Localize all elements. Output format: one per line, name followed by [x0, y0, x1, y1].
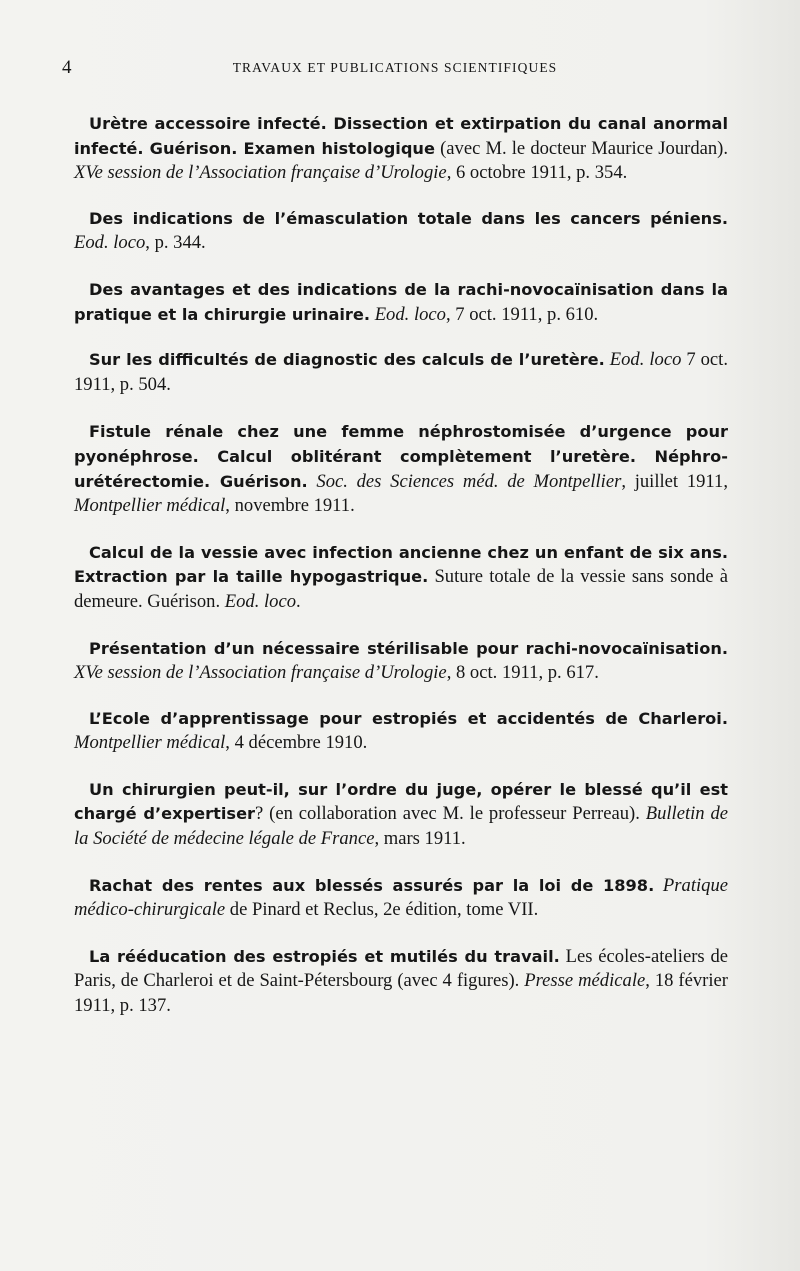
- publication-entry: [74, 207, 728, 256]
- entry-text: Suture totale de la vessie sans sonde à demeure. Guérison.: [74, 566, 728, 612]
- publication-list: [74, 112, 728, 1041]
- entry-source: Montpellier médical: [74, 495, 226, 517]
- publication-entry: [74, 278, 728, 327]
- running-header: [62, 57, 728, 79]
- running-title: TRAVAUX ET PUBLICATIONS SCIENTIFIQUES: [232, 60, 558, 75]
- entry-title: Des indications de l’émasculation totale dans les cancers péniens.: [89, 208, 728, 228]
- entry-source: Pratique médico-chirurgicale: [74, 874, 728, 921]
- entry-citation: de Pinard et Reclus, 2e édition, tome VII.: [225, 899, 539, 921]
- entry-text: ? (en collaboration avec M. le professeur Perreau).: [255, 803, 646, 825]
- publication-entry: [74, 945, 728, 1019]
- entry-citation: .: [296, 590, 301, 612]
- entry-source: Eod. loco: [74, 232, 146, 254]
- entry-title: Sur les difficultés de diagnostic des calculs de l’uretère.: [89, 350, 605, 370]
- entry-title: L’Ecole d’apprentissage pour estropiés et accidentés de Charleroi.: [89, 708, 728, 728]
- entry-citation: , 7 oct. 1911, p. 610.: [445, 303, 599, 325]
- entry-source: XVe session de l’Association française d’Urologie: [74, 162, 447, 184]
- entry-citation: , novembre 1911.: [225, 495, 355, 517]
- entry-citation: , 6 octobre 1911, p. 354.: [446, 162, 628, 184]
- page-number: 4: [62, 57, 72, 78]
- entry-source: Eod. loco: [609, 349, 682, 371]
- entry-citation: , mars 1911.: [374, 828, 466, 850]
- entry-text: (avec M. le docteur Maurice Jourdan).: [434, 137, 729, 159]
- entry-citation: , 18 février 1911, p. 137.: [74, 970, 728, 1017]
- entry-source: XVe session de l’Association française d’Urologie: [74, 662, 447, 684]
- publication-entry: [74, 541, 728, 615]
- entry-source: Eod. loco: [374, 303, 446, 325]
- publication-entry: [74, 348, 728, 397]
- entry-title: Présentation d’un nécessaire stérilisable pour rachi-novocaïnisation.: [89, 638, 728, 658]
- entry-source: Soc. des Sciences méd. de Montpellier: [316, 470, 622, 492]
- entry-citation: , 4 décembre 1910.: [225, 732, 368, 754]
- entry-source: Eod. loco: [224, 590, 297, 612]
- entry-source: Presse médicale: [524, 970, 646, 992]
- publication-entry: [74, 112, 728, 186]
- entry-title: Un chirurgien peut-il, sur l’ordre du juge, opérer le blessé qu’il est chargé d’expertiser: [74, 779, 728, 824]
- entry-citation: , 8 oct. 1911, p. 617.: [446, 662, 599, 684]
- entry-title: Calcul de la vessie avec infection ancienne chez un enfant de six ans. Extraction par la taille hypogastrique.: [74, 542, 728, 587]
- publication-entry: [74, 778, 728, 852]
- entry-title: Urètre accessoire infecté. Dissection et extirpation du canal anormal infecté. Guérison. Examen histologique: [74, 114, 728, 158]
- publication-entry: [74, 637, 728, 686]
- entry-source: Montpellier médical: [74, 732, 226, 754]
- entry-citation: , p. 344.: [145, 232, 206, 254]
- publication-entry: [74, 707, 728, 756]
- entry-citation: 7 oct. 1911, p. 504.: [74, 349, 728, 395]
- entry-title: Des avantages et des indications de la rachi-novocaïnisation dans la pratique et la chirurgie urinaire.: [74, 279, 728, 324]
- publication-entry: [74, 874, 728, 923]
- entry-text: , juillet 1911,: [621, 470, 728, 492]
- entry-source: Bulletin de la Société de médecine légale de France: [74, 803, 728, 850]
- entry-title: Fistule rénale chez une femme néphrostomisée d’urgence pour pyonéphrose. Calcul oblitérant complètement l’uretère. Néphro-urétérectomie. Guérison.: [74, 422, 728, 491]
- entry-title: Rachat des rentes aux blessés assurés par la loi de 1898.: [89, 875, 655, 895]
- entry-title: La rééducation des estropiés et mutilés du travail.: [89, 946, 560, 966]
- entry-text: [654, 875, 663, 896]
- entry-text: Les écoles-ateliers de Paris, de Charleroi et de Saint-Pétersbourg (avec 4 figures).: [74, 945, 728, 992]
- publication-entry: [74, 420, 728, 518]
